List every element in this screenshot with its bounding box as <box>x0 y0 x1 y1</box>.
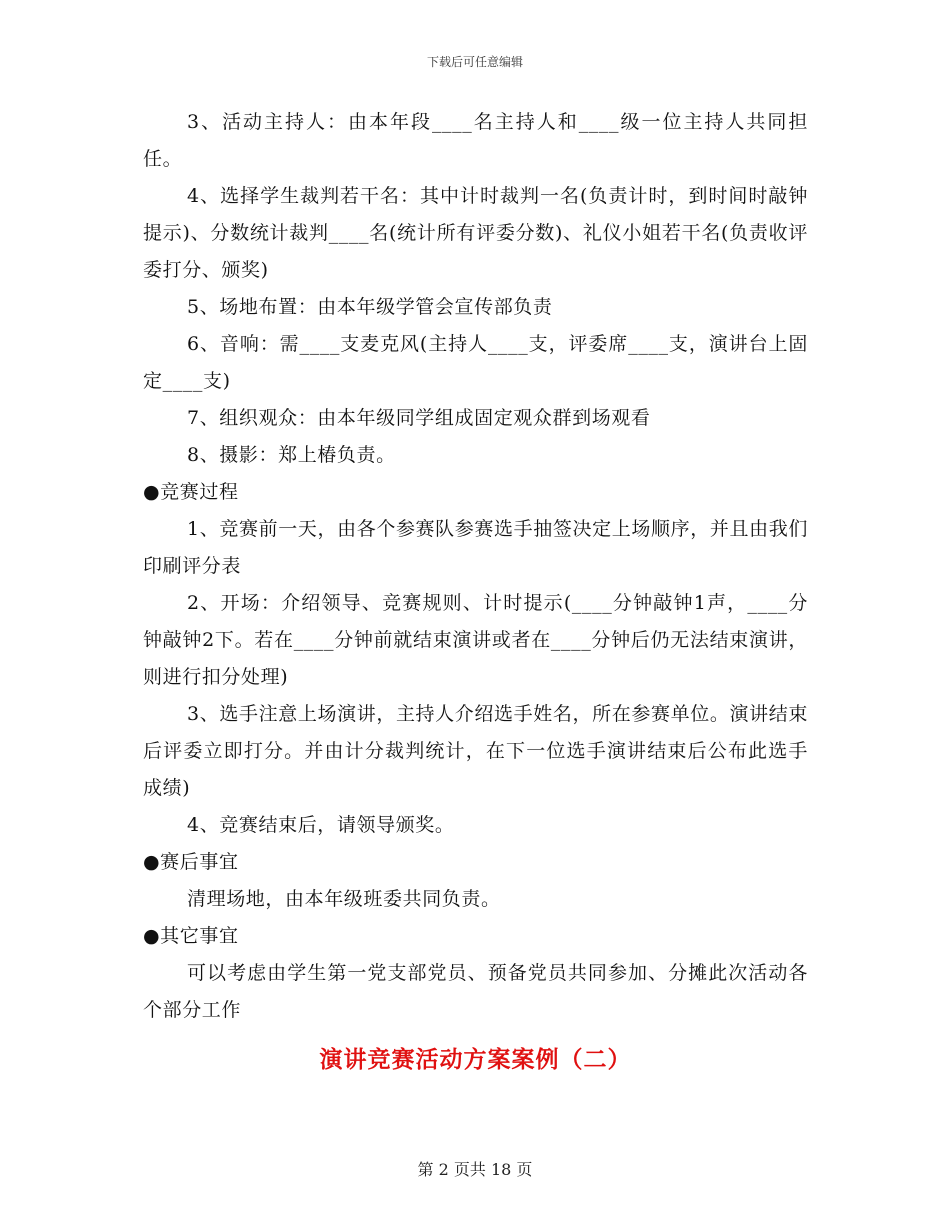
bullet-heading-other: ●其它事宜 <box>143 925 239 947</box>
paragraph-audio: 6、音响：需____支麦克风(主持人____支，评委席____支，演讲台上固定____支) <box>143 333 808 392</box>
paragraph-judges: 4、选择学生裁判若干名：其中计时裁判一名(负责计时，到时间时敲钟提示)、分数统计裁判____名(统计所有评委分数)、礼仪小姐若干名(负责收评委打分、颁奖) <box>143 185 808 281</box>
paragraph-process-2: 2、开场：介绍领导、竞赛规则、计时提示(____分钟敲钟1声，____分钟敲钟2下。若在____分钟前就结束演讲或者在____分钟后仍无法结束演讲，则进行扣分处理) <box>143 592 808 688</box>
bullet-heading-after: ●赛后事宜 <box>143 851 239 873</box>
bullet-heading-process: ●竞赛过程 <box>143 481 239 503</box>
paragraph-process-4: 4、竞赛结束后，请领导颁奖。 <box>187 814 455 836</box>
paragraph-process-1: 1、竞赛前一天，由各个参赛队参赛选手抽签决定上场顺序，并且由我们印刷评分表 <box>143 518 808 577</box>
page-header: 下载后可任意编辑 <box>426 55 523 69</box>
paragraph-venue: 5、场地布置：由本年级学管会宣传部负责 <box>187 296 553 318</box>
page-footer: 第 2 页共 18 页 <box>417 1160 533 1179</box>
document-body <box>143 104 808 1077</box>
paragraph-photography: 8、摄影：郑上椿负责。 <box>187 444 396 466</box>
paragraph-cleanup: 清理场地，由本年级班委共同负责。 <box>187 888 501 910</box>
paragraph-process-3: 3、选手注意上场演讲，主持人介绍选手姓名，所在参赛单位。演讲结束后评委立即打分。并由计分裁判统计，在下一位选手演讲结束后公布此选手成绩) <box>143 703 808 799</box>
section-title: 演讲竞赛活动方案案例（二） <box>319 1046 632 1073</box>
paragraph-host: 3、活动主持人：由本年段____名主持人和____级一位主持人共同担任。 <box>143 111 808 170</box>
paragraph-other: 可以考虑由学生第一党支部党员、预备党员共同参加、分摊此次活动各个部分工作 <box>143 962 808 1021</box>
paragraph-audience: 7、组织观众：由本年级同学组成固定观众群到场观看 <box>187 407 651 429</box>
